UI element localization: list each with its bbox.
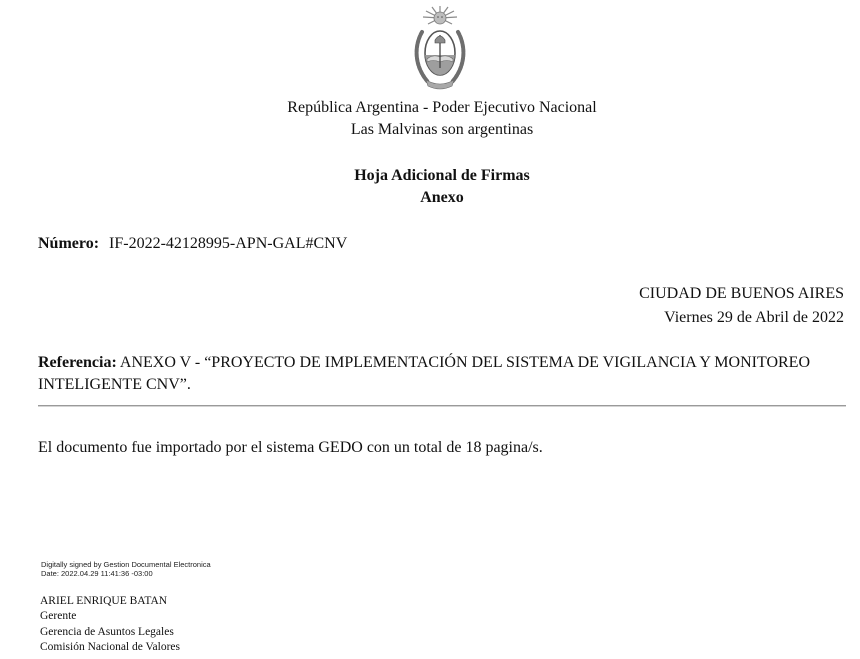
header-line-2: Las Malvinas son argentinas [350,121,534,138]
document-date: Viernes 29 de Abril de 2022 [664,309,844,326]
reference-label: Referencia: [38,354,117,371]
document-subtitle: Anexo [420,189,464,206]
digital-signature-signed-by: Digitally signed by Gestion Documental Electronica [41,560,211,569]
city: CIUDAD DE BUENOS AIRES [639,285,844,302]
signatory-department: Gerencia de Asuntos Legales [40,626,174,638]
reference [38,352,828,396]
signatory-name: ARIEL ENRIQUE BATAN [40,595,168,607]
document-title: Hoja Adicional de Firmas [354,167,530,184]
reference-value: ANEXO V - “PROYECTO DE IMPLEMENTACIÓN DEL SISTEMA DE VIGILANCIA Y MONITOREO INTELIGENTE CNV”. [38,354,811,393]
coat-of-arms-icon [410,4,470,92]
header-line-1: República Argentina - Poder Ejecutivo Nacional [287,99,597,116]
document-number-label: Número: [38,235,100,252]
signatory-role: Gerente [40,610,77,622]
document-number [38,234,347,254]
digital-signature-date: Date: 2022.04.29 11:41:36 -03:00 [41,569,153,578]
section-divider [38,405,846,407]
signatory-organization: Comisión Nacional de Valores [40,641,180,653]
body-text: El documento fue importado por el sistema GEDO con un total de 18 pagina/s. [38,439,543,456]
document-number-value: IF-2022-42128995-APN-GAL#CNV [109,235,348,252]
